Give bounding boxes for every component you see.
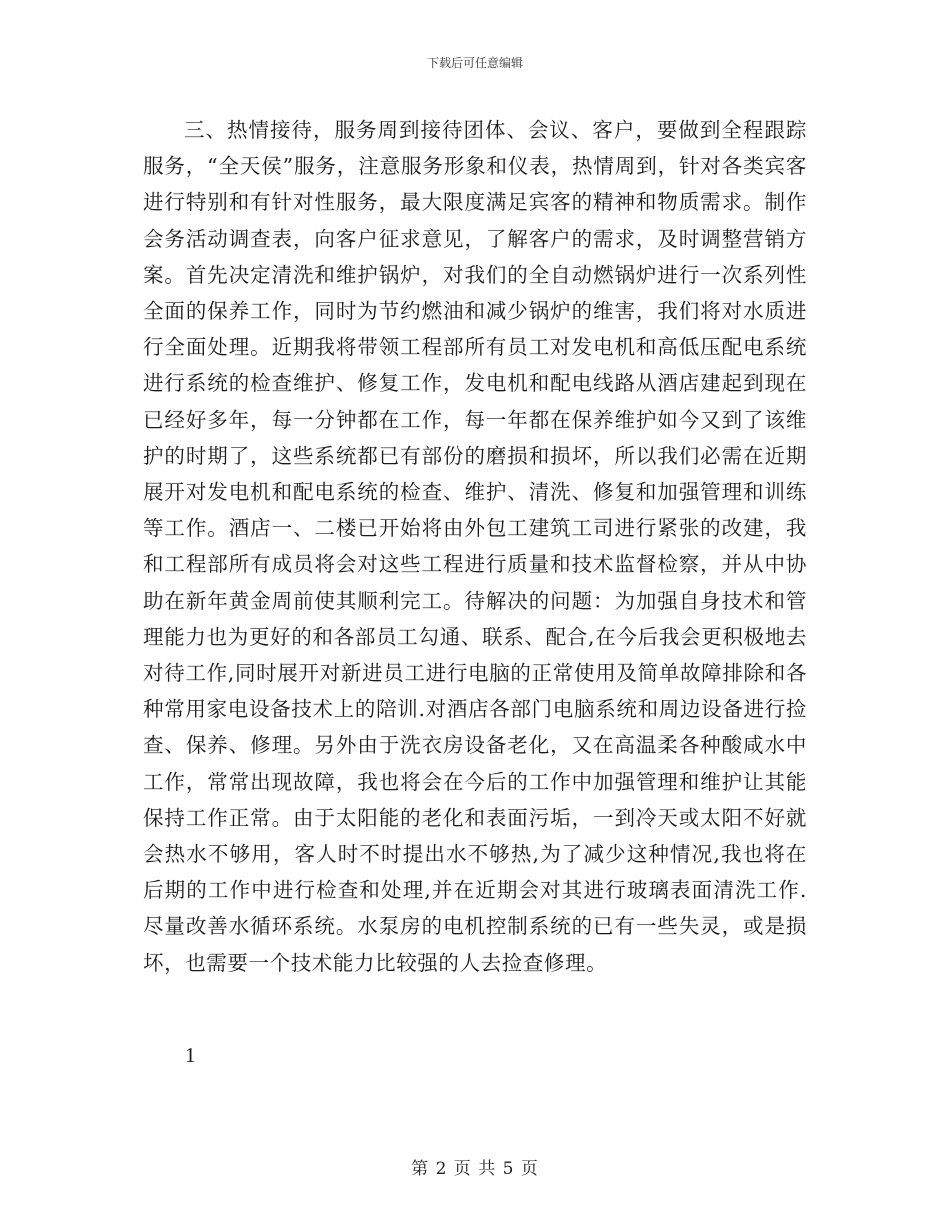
page-footer: 第 2 页 共 5 页 — [411, 1159, 539, 1179]
section-number: 1 — [185, 1043, 196, 1067]
body-paragraph: 三、热情接待，服务周到接待团体、会议、客户，要做到全程跟踪服务，“全天侯”服务，注意服务形象和仪表，热情周到，针对各类宾客进行特别和有针对性服务，最大限度满足宾客的精神和物质需求。制作会务活动调查表，向客户征求意见，了解客户的需求，及时调整营销方案。首先决定清洗和维护锅炉，对我们的全自动燃锅炉进行一次系列性全面的保养工作，同时为节约燃油和减少锅炉的维害，我们将对水质进行全面处理。近期我将带领工程部所有员工对发电机和高低压配电系统进行系统的检查维护、修复工作，发电机和配电线路从酒店建起到现在已经好多年，每一分钟都在工作，每一年都在保养维护如今又到了该维护的时期了，这些系统都已有部份的磨损和损坏，所以我们必需在近期展开对发电机和配电系统的检查、维护、清洗、修复和加强管理和训练等工作。酒店一、二楼已开始将由外包工建筑工司进行紧张的改建，我和工程部所有成员将会对这些工程进行质量和技术监督检察，并从中协助在新年黄金周前使其顺利完工。待解决的问题：为加强自身技术和管理能力也为更好的和各部员工勾通、联系、配合,在今后我会更积极地去对待工作,同时展开对新进员工进行电脑的正常使用及简单故障排除和各种常用家电设备技术上的陪训.对酒店各部门电脑系统和周边设备进行捡查、保养、修理。另外由于洗衣房设备老化，又在高温柔各种酸咸水中工作，常常出现故障，我也将会在今后的工作中加强管理和维护让其能保持工作正常。由于太阳能的老化和表面污垢，一到冷天或太阳不好就会热水不够用，客人时不时提出水不够热,为了减少这种情况,我也将在后期的工作中进行检查和处理,并在近期会对其进行玻璃表面清洗工作.尽量改善水循环系统。水泵房的电机控制系统的已有一些失灵，或是损坏，也需要一个技术能力比较强的人去捡查修理。 — [143, 118, 807, 975]
header-note: 下载后可任意编辑 — [426, 56, 523, 70]
